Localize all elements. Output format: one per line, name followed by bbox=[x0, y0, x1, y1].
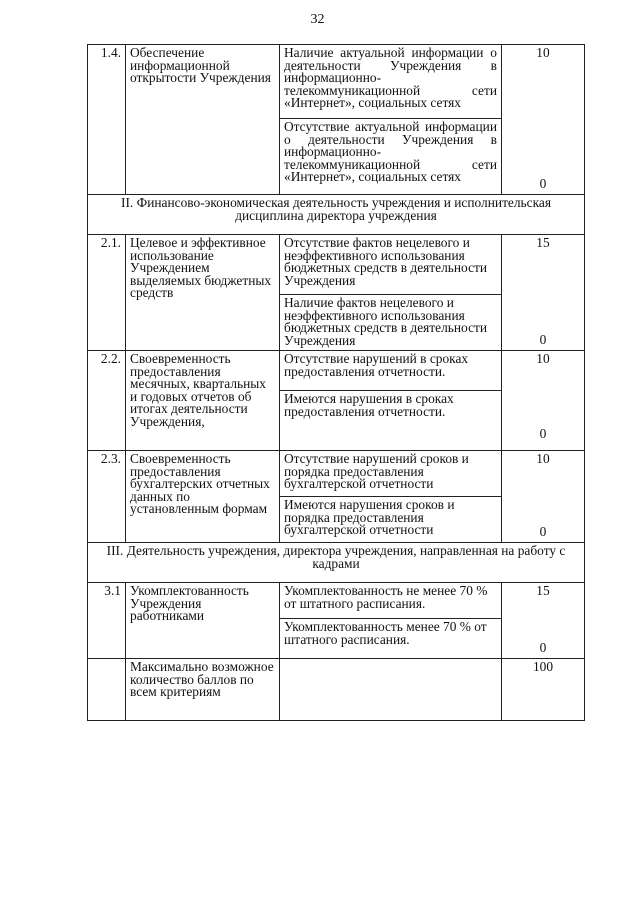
criterion-option: Имеются нарушения в сроках предоставления отчетности. bbox=[280, 391, 502, 451]
page-number: 32 bbox=[310, 12, 325, 27]
criteria-table bbox=[87, 44, 585, 721]
criterion-option: Отсутствие актуальной информации о деятельности Учреждения в информационно-телекоммуникационной сети «Интернет», социальных сетях bbox=[280, 119, 502, 195]
section-heading: III. Деятельность учреждения, директора учреждения, направленная на работу с кадрами bbox=[88, 543, 585, 583]
section-heading: II. Финансово-экономическая деятельность учреждения и исполнительская дисциплина директора учреждения bbox=[88, 195, 585, 235]
row-number: 2.2. bbox=[88, 351, 126, 451]
table-row-3-1 bbox=[88, 583, 585, 619]
score-cell bbox=[502, 235, 585, 351]
criterion-option: Наличие актуальной информации о деятельности Учреждения в информационно-телекоммуникационной сети «Интернет», социальных сетях bbox=[280, 45, 502, 119]
criterion-option: Укомплектованность не менее 70 % от штатного расписания. bbox=[280, 583, 502, 619]
total-score: 100 bbox=[502, 659, 585, 721]
criterion-title: Своевременность предоставления месячных, квартальных и годовых отчетов об итогах деятельности Учреждения, bbox=[126, 351, 280, 451]
criterion-title: Целевое и эффективное использование Учреждением выделяемых бюджетных средств bbox=[126, 235, 280, 351]
criterion-option: Отсутствие фактов нецелевого и неэффективного использования бюджетных средств в деятельности Учреждения bbox=[280, 235, 502, 295]
criterion-option: Отсутствие нарушений в сроках предоставления отчетности. bbox=[280, 351, 502, 391]
score-value: 10 bbox=[536, 351, 550, 366]
row-number: 2.3. bbox=[88, 451, 126, 543]
score-value: 0 bbox=[539, 524, 547, 540]
row-number: 3.1 bbox=[88, 583, 126, 659]
score-cell bbox=[502, 351, 585, 451]
table-row-2-1 bbox=[88, 235, 585, 295]
section-header-row bbox=[88, 543, 585, 583]
table-row-1-4 bbox=[88, 45, 585, 119]
criterion-option: Отсутствие нарушений сроков и порядка предоставления бухгалтерской отчетности bbox=[280, 451, 502, 497]
criterion-option: Укомплектованность менее 70 % от штатного расписания. bbox=[280, 619, 502, 659]
score-value: 0 bbox=[539, 332, 547, 348]
row-number: 2.1. bbox=[88, 235, 126, 351]
empty-cell bbox=[88, 659, 126, 721]
criterion-option: Имеются нарушения сроков и порядка предоставления бухгалтерской отчетности bbox=[280, 497, 502, 543]
table-row-2-2 bbox=[88, 351, 585, 391]
total-label: Максимально возможное количество баллов по всем критериям bbox=[126, 659, 280, 721]
row-number: 1.4. bbox=[88, 45, 126, 195]
score-value: 15 bbox=[536, 583, 550, 598]
score-value: 0 bbox=[539, 426, 547, 442]
score-cell bbox=[502, 451, 585, 543]
table-row-total bbox=[88, 659, 585, 721]
score-cell bbox=[502, 583, 585, 659]
score-value: 15 bbox=[536, 235, 550, 250]
criterion-title: Обеспечение информационной открытости Учреждения bbox=[126, 45, 280, 195]
empty-cell bbox=[280, 659, 502, 721]
section-header-row bbox=[88, 195, 585, 235]
criterion-title: Укомплектованность Учреждения работниками bbox=[126, 583, 280, 659]
score-value: 10 bbox=[536, 45, 550, 60]
table-row-2-3 bbox=[88, 451, 585, 497]
score-value: 0 bbox=[539, 640, 547, 656]
score-cell bbox=[502, 45, 585, 195]
score-value: 10 bbox=[536, 451, 550, 466]
score-value: 0 bbox=[539, 176, 547, 192]
criterion-title: Своевременность предоставления бухгалтерских отчетных данных по установленным формам bbox=[126, 451, 280, 543]
criterion-option: Наличие фактов нецелевого и неэффективного использования бюджетных средств в деятельности Учреждения bbox=[280, 295, 502, 351]
